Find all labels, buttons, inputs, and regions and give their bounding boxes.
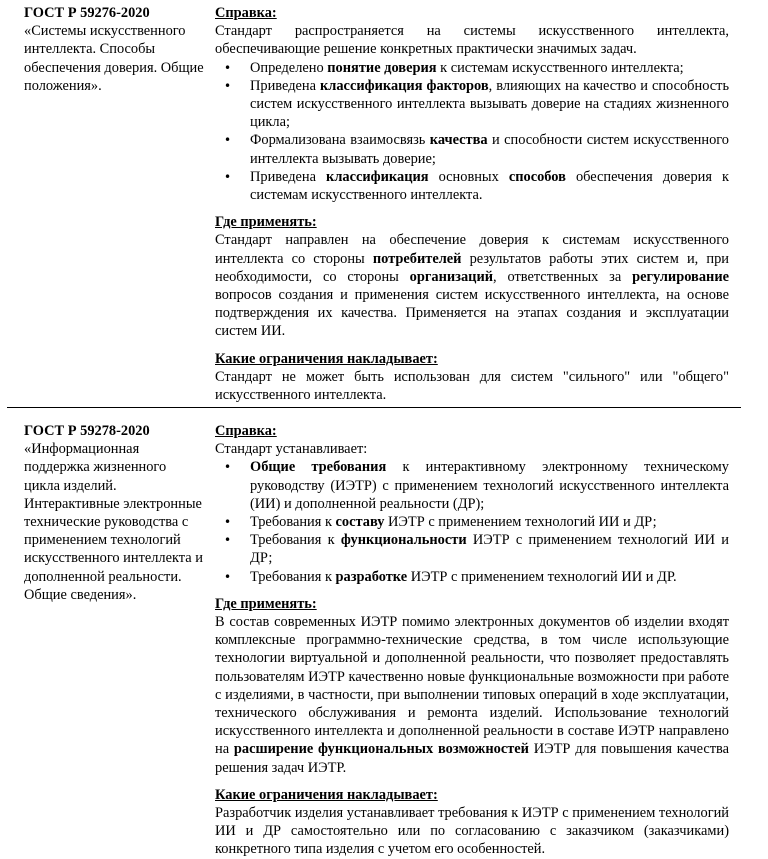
bold-term: функциональности [340,532,467,549]
text-run: Приведена [250,168,327,185]
standard-title: «Информационная поддержка жизненного цикла изделий. Интерактивные электронные технические руководства с применением технологий искусственного интеллекта и дополненной реальности. Общие сведения». [24,441,203,603]
bold-term: расширение функциональных возможностей [233,741,529,758]
text-run: В состав современных ИЭТР помимо электронных документов об изделии входят комплексные программно-технические средства, в том числе использующие технологии виртуальной и дополненной реальности, что позволяет предоставлять пользователям ИЭТР качественно новые функциональные возможности при работе с изделиями, в частности, при выполнении типовых операций в ходе эксплуатации, технического обслуживания и ремонта изделий. Использование технологий искусственного интеллекта и дополненной реальности в составе ИЭТР направлено на [215,614,729,758]
text-run: Требования к [250,568,336,585]
bold-term: классификация факторов [320,77,489,94]
section-heading-spravka: Справка: [215,423,277,439]
standard-entry-59278 [0,410,768,858]
bullet-item [215,168,729,204]
standard-description-column [215,4,729,404]
spravka-intro: Стандарт распространяется на системы искусственного интеллекта, обеспечивающие решение конкретных практически значимых задач. [215,23,729,58]
text-run: обеспечения доверия к системам искусственного интеллекта. [250,168,729,204]
section-heading-spravka: Справка: [215,5,277,21]
text-run: , влияющих на качество и способность систем искусственного интеллекта вызывать доверие на стадиях жизненного цикла; [250,77,730,131]
text-run: Требования к [250,514,336,531]
bullet-item [215,59,729,77]
standard-entry-59276 [0,0,768,407]
bold-term: Общие требования [250,459,387,476]
bullet-item [215,568,729,586]
row-divider [7,407,741,408]
bold-term: классификация [326,168,429,185]
bullet-item [215,77,729,132]
limits-text: Стандарт не может быть использован для систем "сильного" или "общего" искусственного интеллекта. [215,368,729,404]
bold-term: потребителей [372,250,462,267]
spravka-bullet-list [215,458,729,585]
text-run: ИЭТР с применением технологий ИИ и ДР; [384,514,657,531]
text-run: Определено [250,59,328,76]
text-run: Требования к [250,532,341,549]
standard-code: ГОСТ Р 59278-2020 [24,423,150,439]
bold-term: качества [429,132,488,149]
text-run: ИЭТР с применением технологий ИИ и ДР; [250,532,730,567]
bold-term: понятие доверия [327,59,437,76]
bullet-item [215,531,729,567]
text-run: Приведена [250,77,320,94]
standard-id-column [24,4,204,95]
text-run: Стандарт направлен на обеспечение доверия к системам искусственного интеллекта со стороны [215,232,729,267]
standard-code: ГОСТ Р 59276-2020 [24,5,150,21]
bold-term: составу [335,514,385,531]
text-run: ИЭТР с применением технологий ИИ и ДР. [407,568,677,585]
bullet-item [215,458,729,513]
section-heading-limits: Какие ограничения накладывает: [215,350,438,367]
standard-id-column [24,422,204,604]
bold-term: регулирование [632,268,729,285]
bold-term: способов [508,168,566,185]
text-run: Формализована взаимосвязь [250,132,430,149]
text-run: ИЭТР для повышения качества решения задач ИЭТР. [215,741,729,776]
spravka-intro: Стандарт устанавливает: [215,441,368,458]
bullet-item [215,513,729,531]
standard-title: «Системы искусственного интеллекта. Способы обеспечения доверия. Общие положения». [24,23,204,94]
text-run: к интерактивному электронному техническому руководству (ИЭТР) с применением технологий искусственного интеллекта (ИИ) и дополненной реальности (ДР); [250,459,729,512]
text-run: к системам искусственного интеллекта; [436,59,684,76]
text-run: основных [428,168,509,185]
text-run: вопросов создания и применения систем искусственного интеллекта, на основе подтверждения их качества. Применяется на этапах создания и эксплуатации систем ИИ. [215,287,729,340]
section-heading-where: Где применять: [215,214,317,231]
spravka-bullet-list [215,59,729,205]
where-text [215,231,729,340]
section-heading-where: Где применять: [215,595,317,612]
bold-term: организаций [409,268,494,285]
text-run: и способности систем искусственного интеллекта вызывать доверие; [250,132,730,167]
section-heading-limits: Какие ограничения накладывает: [215,786,438,803]
bold-term: разработке [335,568,408,585]
where-text [215,613,729,777]
limits-text: Разработчик изделия устанавливает требования к ИЭТР с применением технологий ИИ и ДР самостоятельно или по согласованию с заказчиком (заказчиками) конкретного типа изделия с учетом его особенностей. [215,805,729,858]
standard-description-column [215,422,729,859]
text-run: результатов работы этих систем и, при необходимости, со стороны [215,250,729,285]
bullet-item [215,131,729,167]
text-run: , ответственных за [493,268,633,285]
